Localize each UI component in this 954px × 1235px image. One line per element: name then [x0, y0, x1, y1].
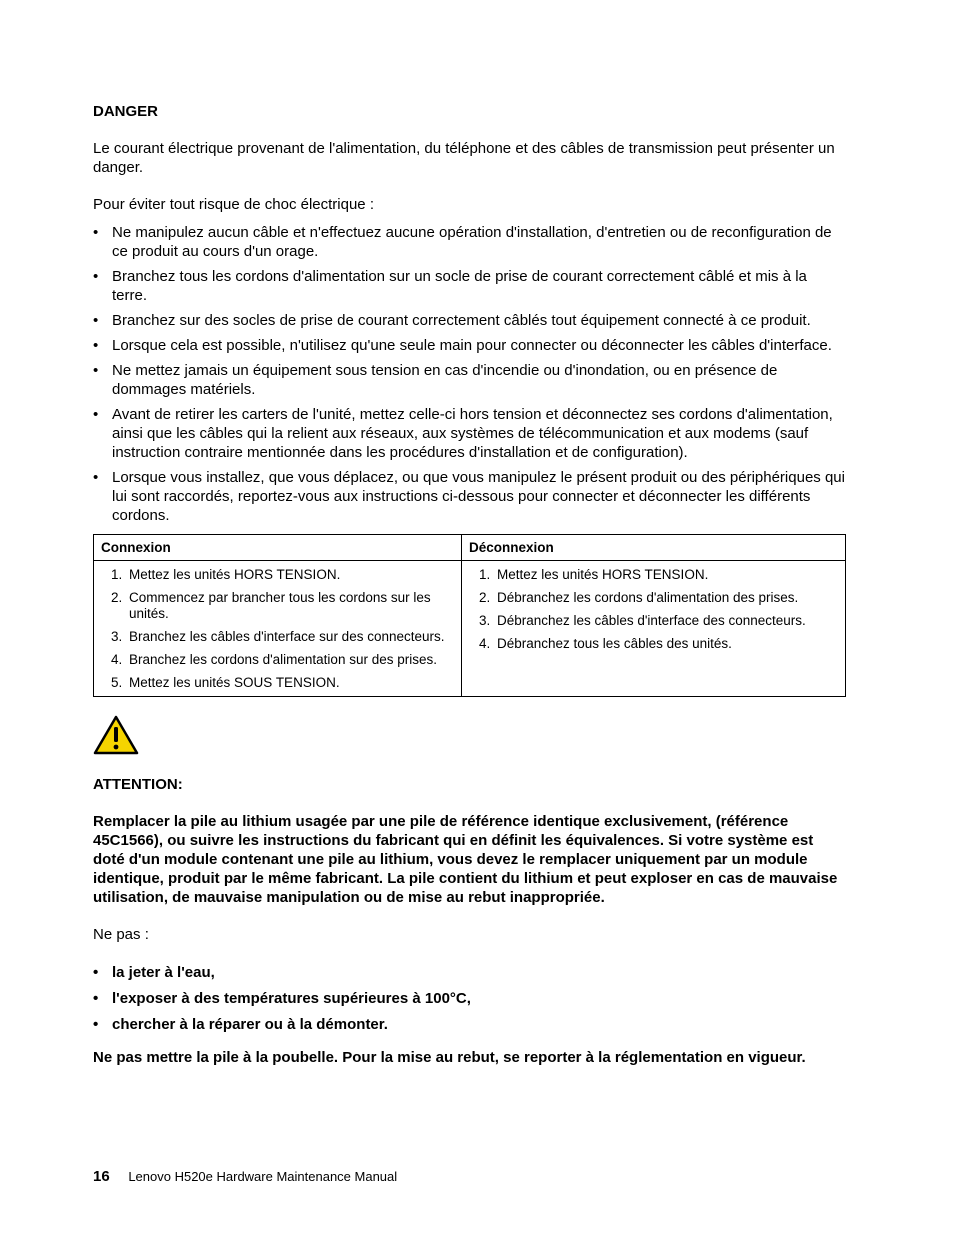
danger-bullet-list [93, 223, 845, 525]
page-footer [93, 1167, 397, 1186]
attention-closing: Ne pas mettre la pile à la poubelle. Pour la mise au rebut, se reporter à la réglementation en vigueur. [93, 1049, 806, 1066]
table-row [94, 561, 846, 697]
list-item: • Ne manipulez aucun câble et n'effectuez aucune opération d'installation, d'entretien ou de reconfiguration de ce produit au cours d'un orage. [93, 223, 845, 261]
connexion-steps [101, 567, 454, 691]
list-item: • Lorsque vous installez, que vous déplacez, ou que vous manipulez le présent produit ou des périphériques qui lui sont raccordés, reportez-vous aux instructions ci-dessous pour connecter et déconnecter les différents cordons. [93, 468, 845, 525]
table-header-connexion: Connexion [94, 535, 462, 561]
list-item: • Branchez sur des socles de prise de courant correctement câblés tout équipement connecté à ce produit. [93, 311, 845, 330]
list-item: • l'exposer à des températures supérieures à 100°C, [93, 989, 845, 1008]
list-item: 2. Débranchez les cordons d'alimentation des prises. [479, 590, 799, 605]
attention-lead: Ne pas : [93, 926, 149, 943]
list-item: 1. Mettez les unités HORS TENSION. [479, 567, 709, 582]
list-item: 4. Débranchez tous les câbles des unités. [479, 636, 732, 651]
deconnexion-steps-cell [462, 561, 846, 697]
list-item: • chercher à la réparer ou à la démonter. [93, 1015, 845, 1034]
connection-table [93, 534, 846, 697]
danger-intro: Le courant électrique provenant de l'alimentation, du téléphone et des câbles de transmission peut présenter un danger. [93, 140, 835, 176]
list-item: 3. Débranchez les câbles d'interface des connecteurs. [479, 613, 806, 628]
page-number: 16 [93, 1168, 110, 1185]
table-header-deconnexion: Déconnexion [462, 535, 846, 561]
attention-body: Remplacer la pile au lithium usagée par une pile de référence identique exclusivement, (référence 45C1566), ou suivre les instructions du fabricant qui en définit les équivalences. Si votre système est doté d'un module contenant une pile au lithium, vous devez le remplacer uniquement par un module identique, produit par le même fabricant. La pile contient du lithium et peut exploser en cas de mauvaise utilisation, de mauvaise manipulation ou de mise au rebut inappropriée. [93, 813, 838, 906]
warning-triangle-icon [93, 715, 139, 755]
list-item: • Avant de retirer les carters de l'unité, mettez celle-ci hors tension et déconnectez ses cordons d'alimentation, ainsi que les câbles qui la relient aux réseaux, aux systèmes de télécommunication et aux modems (sauf instruction contraire mentionnée dans les procédures d'installation et de configuration). [93, 405, 845, 462]
danger-lead: Pour éviter tout risque de choc électrique : [93, 196, 374, 213]
list-item: 1. Mettez les unités HORS TENSION. [111, 567, 341, 582]
list-item: 4. Branchez les cordons d'alimentation sur des prises. [111, 652, 437, 667]
list-item: • Ne mettez jamais un équipement sous tension en cas d'incendie ou d'inondation, ou en présence de dommages matériels. [93, 361, 845, 399]
list-item: 5. Mettez les unités SOUS TENSION. [111, 675, 340, 690]
list-item: • Lorsque cela est possible, n'utilisez qu'une seule main pour connecter ou déconnecter les câbles d'interface. [93, 336, 845, 355]
list-item: 3. Branchez les câbles d'interface sur des connecteurs. [111, 629, 445, 644]
manual-title: Lenovo H520e Hardware Maintenance Manual [128, 1169, 398, 1184]
attention-bullet-list [93, 963, 845, 1034]
connexion-steps-cell [94, 561, 462, 697]
list-item: 2. Commencez par brancher tous les cordons sur les unités. [111, 590, 431, 621]
danger-heading: DANGER [93, 103, 159, 120]
attention-heading: ATTENTION: [93, 776, 183, 793]
page-content [93, 102, 845, 1067]
deconnexion-steps [469, 567, 838, 652]
list-item: • la jeter à l'eau, [93, 963, 845, 982]
list-item: • Branchez tous les cordons d'alimentation sur un socle de prise de courant correctement câblé et mis à la terre. [93, 267, 845, 305]
